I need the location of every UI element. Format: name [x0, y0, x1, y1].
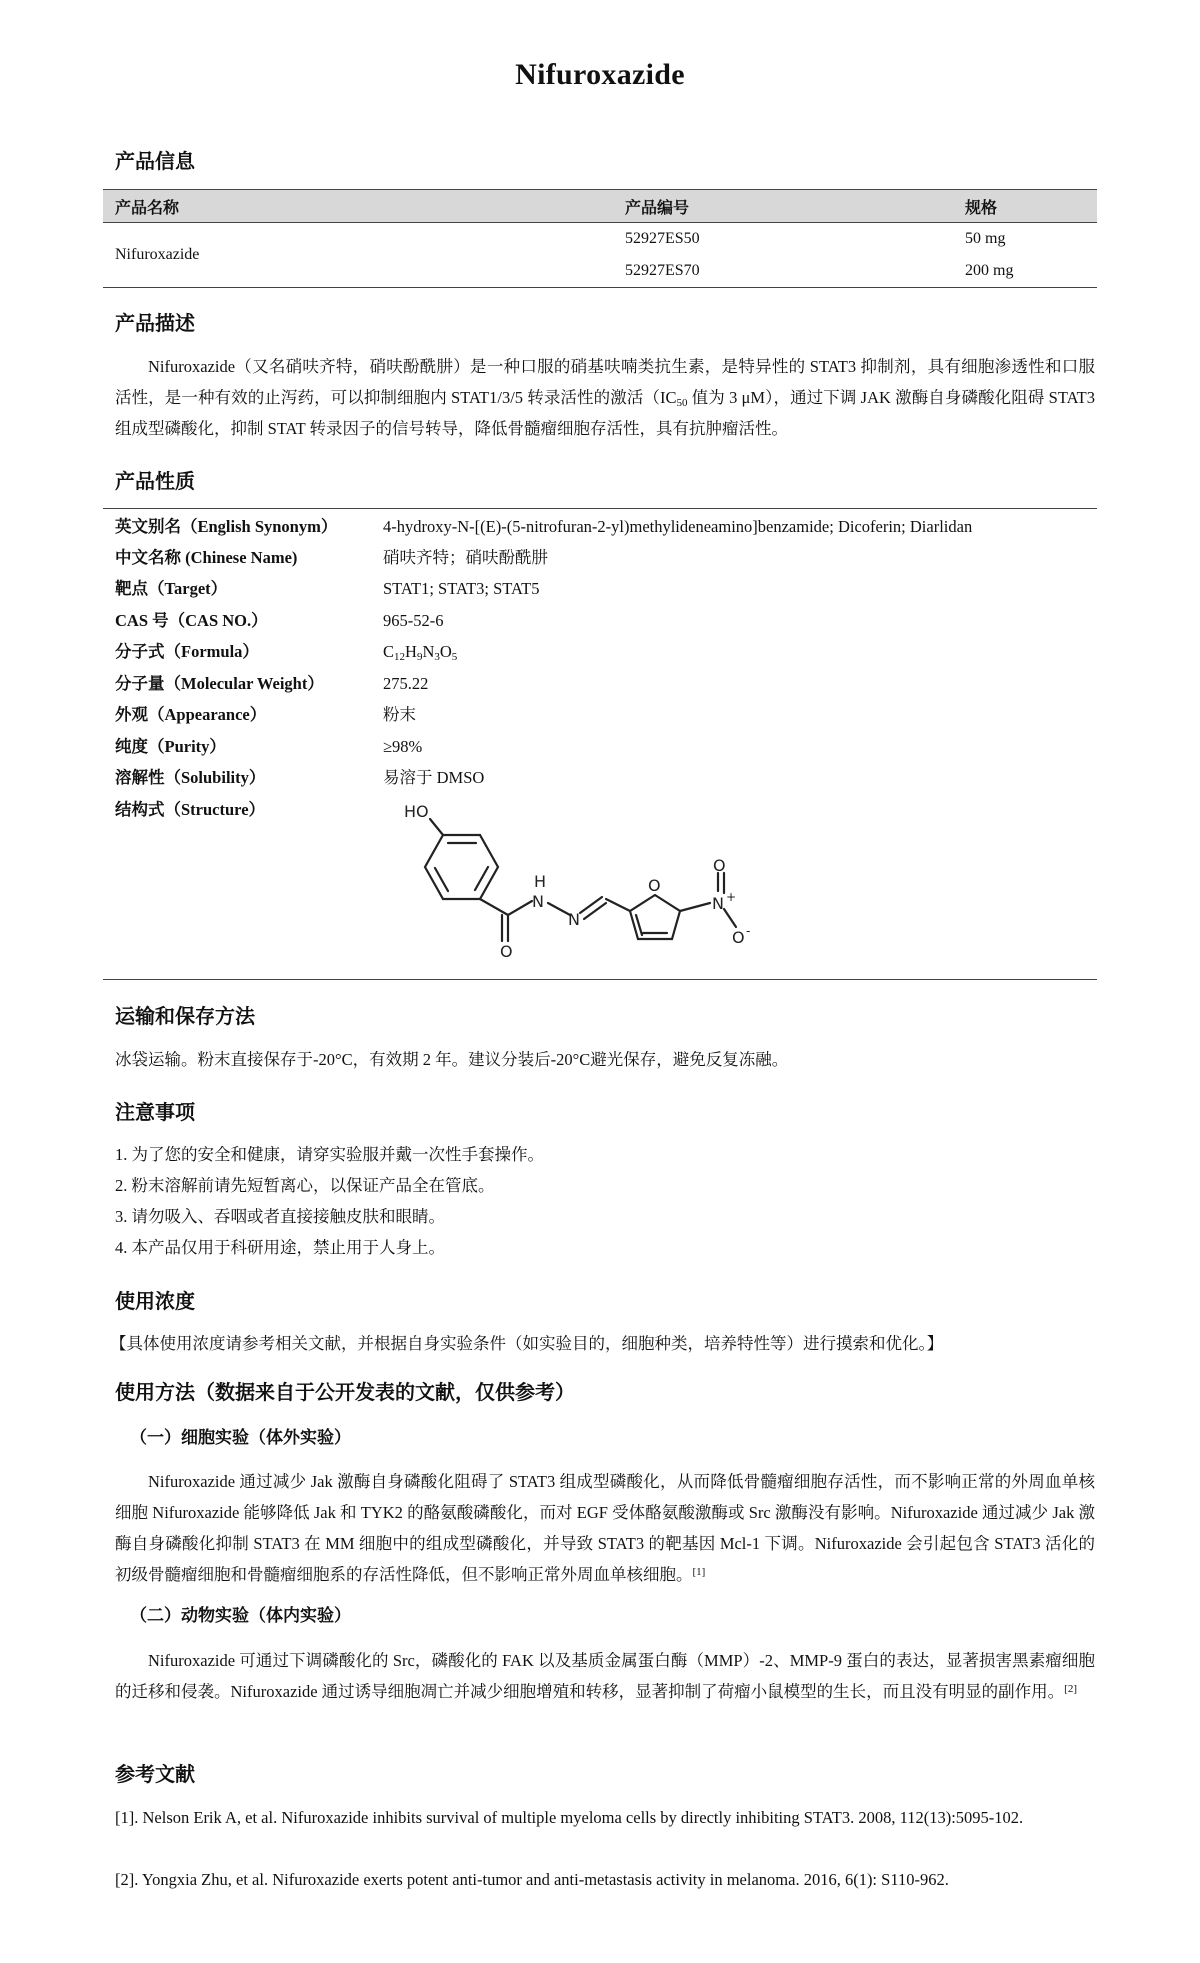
charge-label: -: [746, 924, 751, 938]
animal-experiment-heading: （二）动物实验（体内实验）: [130, 1606, 351, 1625]
notes-heading: 注意事项: [115, 1102, 195, 1124]
property-value: $C_{12}H_9N_3O_5$: [383, 642, 458, 663]
ic50-subscript: 50: [676, 397, 688, 409]
product-size-cell: 200 mg: [953, 255, 1097, 288]
usage-heading: 使用方法（数据来自于公开发表的文献，仅供参考）: [115, 1382, 575, 1404]
divider: [103, 508, 1097, 509]
list-item: 2. 粉末溶解前请先短暂离心，以保证产品全在管底。: [115, 1176, 495, 1195]
storage-heading: 运输和保存方法: [115, 1006, 255, 1028]
property-label: 分子式（Formula）: [115, 642, 259, 661]
reference-item: [2]. Yongxia Zhu, et al. Nifuroxazide exerts potent anti-tumor and anti-metastasis activity in melanoma. 2016, 6(1): S110-962.: [115, 1870, 949, 1889]
atom-label: H: [534, 872, 547, 891]
column-header-name: 产品名称: [103, 190, 613, 223]
column-header-code: 产品编号: [613, 190, 953, 223]
property-value: STAT1; STAT3; STAT5: [383, 579, 540, 598]
property-value: 275.22: [383, 674, 429, 693]
reference-marker: [1]: [692, 1566, 706, 1578]
atom-label: O: [713, 856, 726, 875]
product-code-cell: 52927ES70: [613, 255, 953, 288]
property-value: 965-52-6: [383, 611, 444, 630]
atom-label: O: [732, 928, 745, 947]
charge-label: +: [726, 890, 737, 904]
chemical-structure-diagram: [380, 805, 840, 965]
property-label: CAS 号（CAS NO.）: [115, 611, 268, 630]
table-header-row: [103, 190, 1097, 223]
description-heading: 产品描述: [115, 313, 195, 335]
concentration-heading: 使用浓度: [115, 1291, 195, 1313]
product-info-table: [103, 189, 1097, 288]
description-text-b: 值为 3 μM），通过下调 JAK 激酶自身磷酸化阻碍 STAT3 组成型磷酸化，抑制 STAT 转录因子的信号转导，降低骨髓瘤细胞存活性，具有抗肿瘤活性。: [115, 388, 1095, 438]
storage-text: 冰袋运输。粉末直接保存于-20°C，有效期 2 年。建议分装后-20°C避光保存，避免反复冻融。: [115, 1050, 789, 1069]
list-item: 3. 请勿吸入、吞咽或者直接接触皮肤和眼睛。: [115, 1207, 445, 1226]
reference-item: [1]. Nelson Erik A, et al. Nifuroxazide inhibits survival of multiple myeloma cells by directly inhibiting STAT3. 2008, 112(13):5095-102.: [115, 1808, 1024, 1827]
product-name-cell: Nifuroxazide: [103, 223, 613, 288]
atom-label: O: [648, 876, 661, 895]
animal-experiment-text: Nifuroxazide 可通过下调磷酸化的 Src，磷酸化的 FAK 以及基质金属蛋白酶（MMP）-2、MMP-9 蛋白的表达，显著损害黑素瘤细胞的迁移和侵袭。Nifuroxazide 通过诱导细胞凋亡并减少细胞增殖和转移，显著抑制了荷瘤小鼠模型的生长，而且没有明显的副作用。[2]: [115, 1651, 1095, 1701]
property-label: 中文名称 (Chinese Name): [115, 548, 298, 567]
cell-experiment-text: Nifuroxazide 通过减少 Jak 激酶自身磷酸化阻碍了 STAT3 组成型磷酸化，从而降低骨髓瘤细胞存活性，而不影响正常的外周血单核细胞 Nifuroxazide 能够降低 Jak 和 TYK2 的酪氨酸磷酸化，而对 EGF 受体酪氨酸激酶或 Src 激酶没有影响。Nifuroxazide 通过减少 Jak 激酶自身磷酸化抑制 STAT3 在 MM 细胞中的组成型磷酸化，并导致 STAT3 的靶基因 Mcl-1 下调。Nifuroxazide 会引起包含 STAT3 活化的初级骨髓瘤细胞和骨髓瘤细胞系的存活性降低，但不影响正常外周血单核细胞。[1]: [115, 1472, 1095, 1584]
product-code-cell: 52927ES50: [625, 230, 700, 247]
divider: [103, 979, 1097, 980]
column-header-size: 规格: [953, 190, 1097, 223]
description-text: [115, 351, 1095, 444]
property-label: 溶解性（Solubility）: [115, 768, 266, 787]
description-text-a: Nifuroxazide（又名硝呋齐特，硝呋酚酰肼）是一种口服的硝基呋喃类抗生素，是特异性的 STAT3 抑制剂，具有细胞渗透性和口服活性，是一种有效的止泻药，可以抑制细胞内 STAT1/3/5 转录活性的激活（IC: [115, 357, 1095, 407]
property-label: 靶点（Target）: [115, 579, 228, 598]
atom-label: N: [532, 892, 544, 911]
property-value: 粉末: [383, 705, 416, 724]
property-value: 易溶于 DMSO: [383, 768, 485, 787]
table-row: [103, 223, 1097, 256]
list-item: 4. 本产品仅用于科研用途，禁止用于人身上。: [115, 1238, 445, 1257]
property-label: 纯度（Purity）: [115, 737, 226, 756]
page-title: Nifuroxazide: [515, 58, 685, 91]
product-size-cell: 50 mg: [965, 230, 1006, 247]
atom-label: HO: [404, 805, 429, 821]
references-heading: 参考文献: [115, 1764, 195, 1786]
property-value: 硝呋齐特；硝呋酚酰肼: [383, 548, 548, 567]
list-item: 1. 为了您的安全和健康，请穿实验服并戴一次性手套操作。: [115, 1145, 544, 1164]
cell-experiment-heading: （一）细胞实验（体外实验）: [130, 1428, 351, 1447]
property-label: 英文别名（English Synonym）: [115, 517, 338, 536]
atom-label: N: [568, 910, 580, 929]
atom-label: O: [500, 942, 513, 961]
property-value: ≥98%: [383, 737, 423, 756]
property-label: 外观（Appearance）: [115, 705, 267, 724]
reference-marker: [2]: [1064, 1683, 1077, 1695]
product-info-heading: 产品信息: [115, 151, 195, 173]
properties-heading: 产品性质: [115, 471, 195, 493]
property-label: 分子量（Molecular Weight）: [115, 674, 324, 693]
notes-list: [115, 1139, 544, 1263]
atom-label: N: [712, 894, 724, 913]
property-label: 结构式（Structure）: [115, 800, 266, 819]
concentration-text: 【具体使用浓度请参考相关文献，并根据自身实验条件（如实验目的，细胞种类，培养特性等）进行摸索和优化。】: [110, 1334, 944, 1353]
property-value: 4-hydroxy-N-[(E)-(5-nitrofuran-2-yl)methylideneamino]benzamide; Dicoferin; Diarlidan: [383, 517, 973, 536]
